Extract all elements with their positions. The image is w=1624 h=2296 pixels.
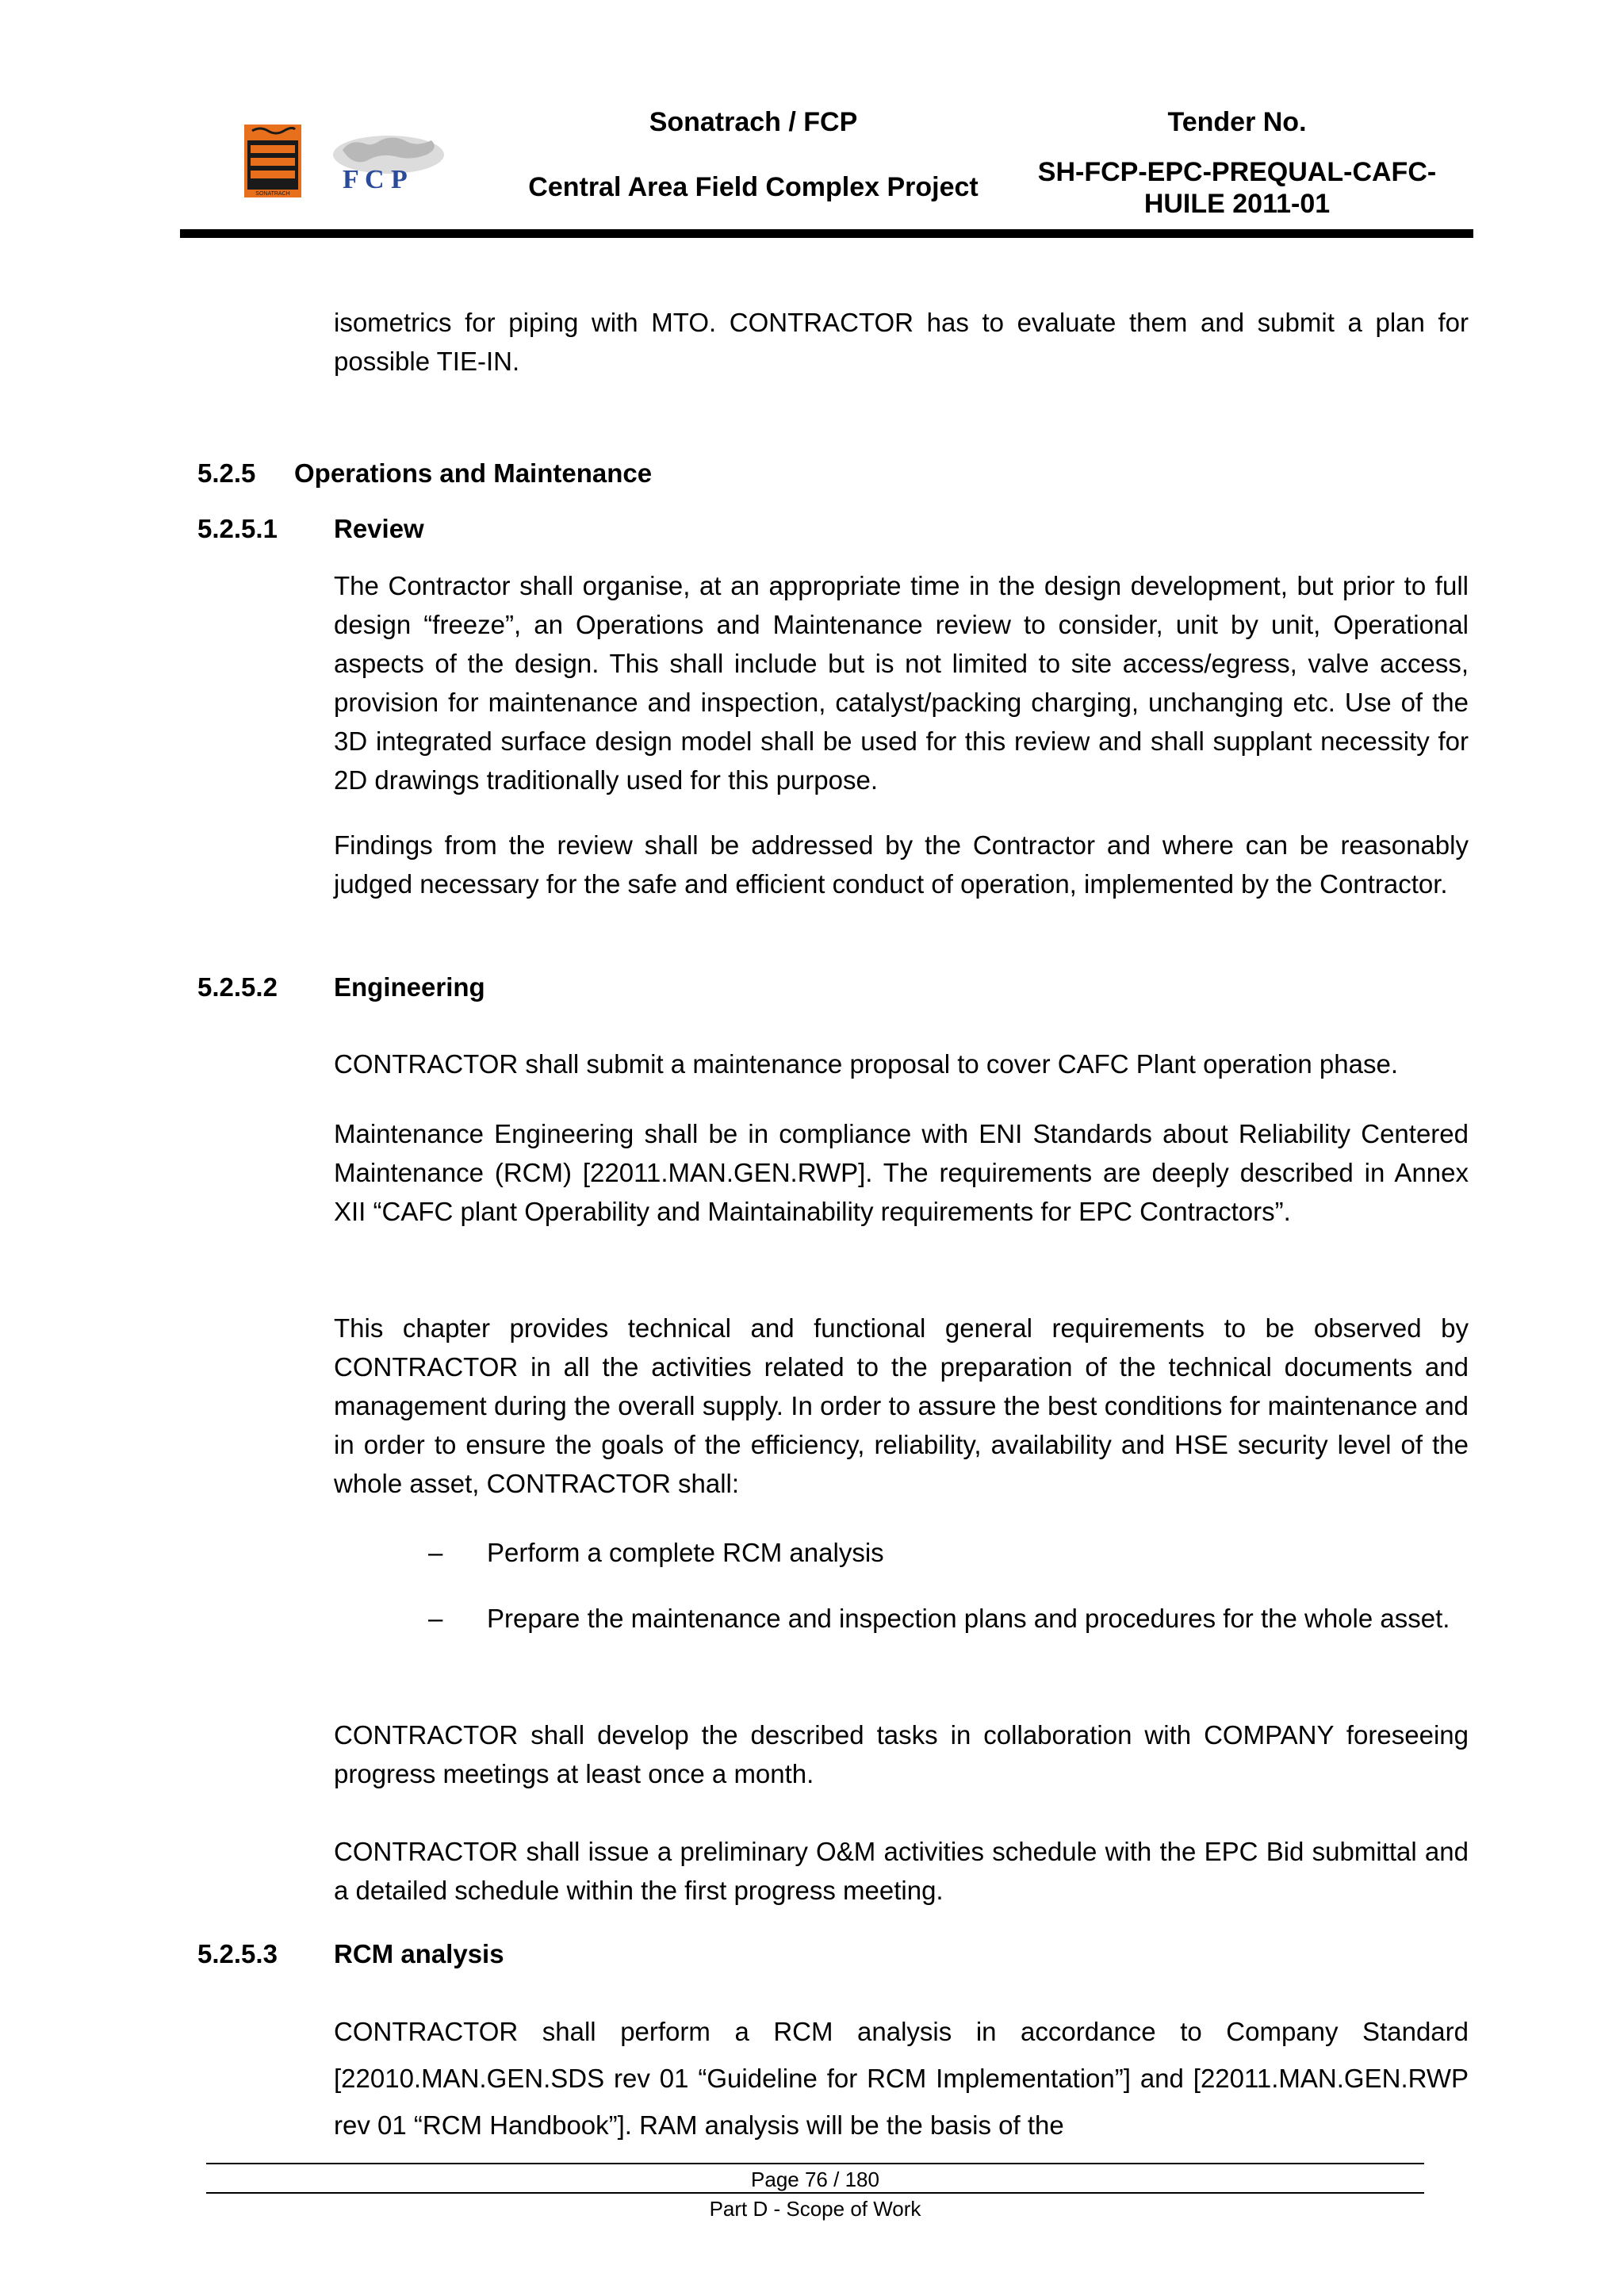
engineering-paragraph-5: CONTRACTOR shall issue a preliminary O&M activities schedule with the EPC Bid submittal and a detailed schedule within the first progress meeting. <box>334 1837 1469 1905</box>
header-tender-label: Tender No. <box>1167 107 1307 137</box>
review-paragraph-1: The Contractor shall organise, at an appropriate time in the design development, but prior to full design “freeze”, an Operations and Maintenance review to consider, unit by unit, Operational aspects of the design. This shall include but is not limited to site access/egress, valve access, provision for maintenance and inspection, catalyst/packing charging, unchanging etc. Use of the 3D integrated surface design model shall be used for this review and shall supplant necessity for 2D drawings traditionally used for this purpose. <box>334 571 1469 795</box>
bullet-item: Perform a complete RCM analysis <box>487 1538 884 1567</box>
subsection-number: 5.2.5.3 <box>197 1939 278 1968</box>
svg-text:F C P: F C P <box>343 165 408 194</box>
header-tender-number: SH-FCP-EPC-PREQUAL-CAFC-HUILE 2011-01 <box>1037 157 1437 219</box>
bullet-dash: – <box>428 1604 443 1633</box>
header-project: Central Area Field Complex Project <box>528 172 979 202</box>
subsection-number: 5.2.5.1 <box>197 514 278 543</box>
page-number: Page 76 / 180 <box>751 2168 879 2191</box>
engineering-paragraph-2: Maintenance Engineering shall be in compliance with ENI Standards about Reliability Centered Maintenance (RCM) [22011.MAN.GEN.RWP]. The requirements are deeply described in Annex XII “CAFC plant Operability and Maintainability requirements for EPC Contractors”. <box>334 1119 1469 1226</box>
subsection-title: Review <box>334 514 424 543</box>
bullet-dash: – <box>428 1538 443 1567</box>
sonatrach-logo <box>244 125 301 197</box>
fcp-logo <box>327 131 446 199</box>
section-number: 5.2.5 <box>197 458 256 488</box>
header-org: Sonatrach / FCP <box>649 107 858 137</box>
rcm-paragraph-1: CONTRACTOR shall perform a RCM analysis in accordance to Company Standard [22010.MAN.GEN.SDS rev 01 “Guideline for RCM Implementation”] and [22011.MAN.GEN.RWP rev 01 “RCM Handbook”]. RAM analysis will be the basis of the <box>334 2017 1469 2140</box>
review-paragraph-2: Findings from the review shall be addressed by the Contractor and where can be reasonably judged necessary for the safe and efficient conduct of operation, implemented by the Contractor. <box>334 830 1469 899</box>
intro-paragraph: isometrics for piping with MTO. CONTRACTOR has to evaluate them and submit a plan for possible TIE-IN. <box>334 308 1469 376</box>
footer-divider-bottom <box>206 2192 1424 2194</box>
footer-divider-top <box>206 2163 1424 2164</box>
footer-part: Part D - Scope of Work <box>709 2197 921 2221</box>
section-title: Operations and Maintenance <box>294 458 653 488</box>
header-divider <box>180 229 1473 238</box>
bullet-item: Prepare the maintenance and inspection plans and procedures for the whole asset. <box>487 1604 1450 1633</box>
svg-text:SONATRACH: SONATRACH <box>255 191 290 197</box>
engineering-paragraph-4: CONTRACTOR shall develop the described tasks in collaboration with COMPANY foreseeing progress meetings at least once a month. <box>334 1720 1469 1788</box>
engineering-paragraph-1: CONTRACTOR shall submit a maintenance proposal to cover CAFC Plant operation phase. <box>334 1049 1398 1079</box>
subsection-number: 5.2.5.2 <box>197 972 278 1002</box>
subsection-title: RCM analysis <box>334 1939 504 1968</box>
engineering-paragraph-3: This chapter provides technical and functional general requirements to be observed by CONTRACTOR in all the activities related to the preparation of the technical documents and management during the overall supply. In order to assure the best conditions for maintenance and in order to ensure the goals of the efficiency, reliability, availability and HSE security level of the whole asset, CONTRACTOR shall: <box>334 1313 1469 1498</box>
subsection-title: Engineering <box>334 972 485 1002</box>
